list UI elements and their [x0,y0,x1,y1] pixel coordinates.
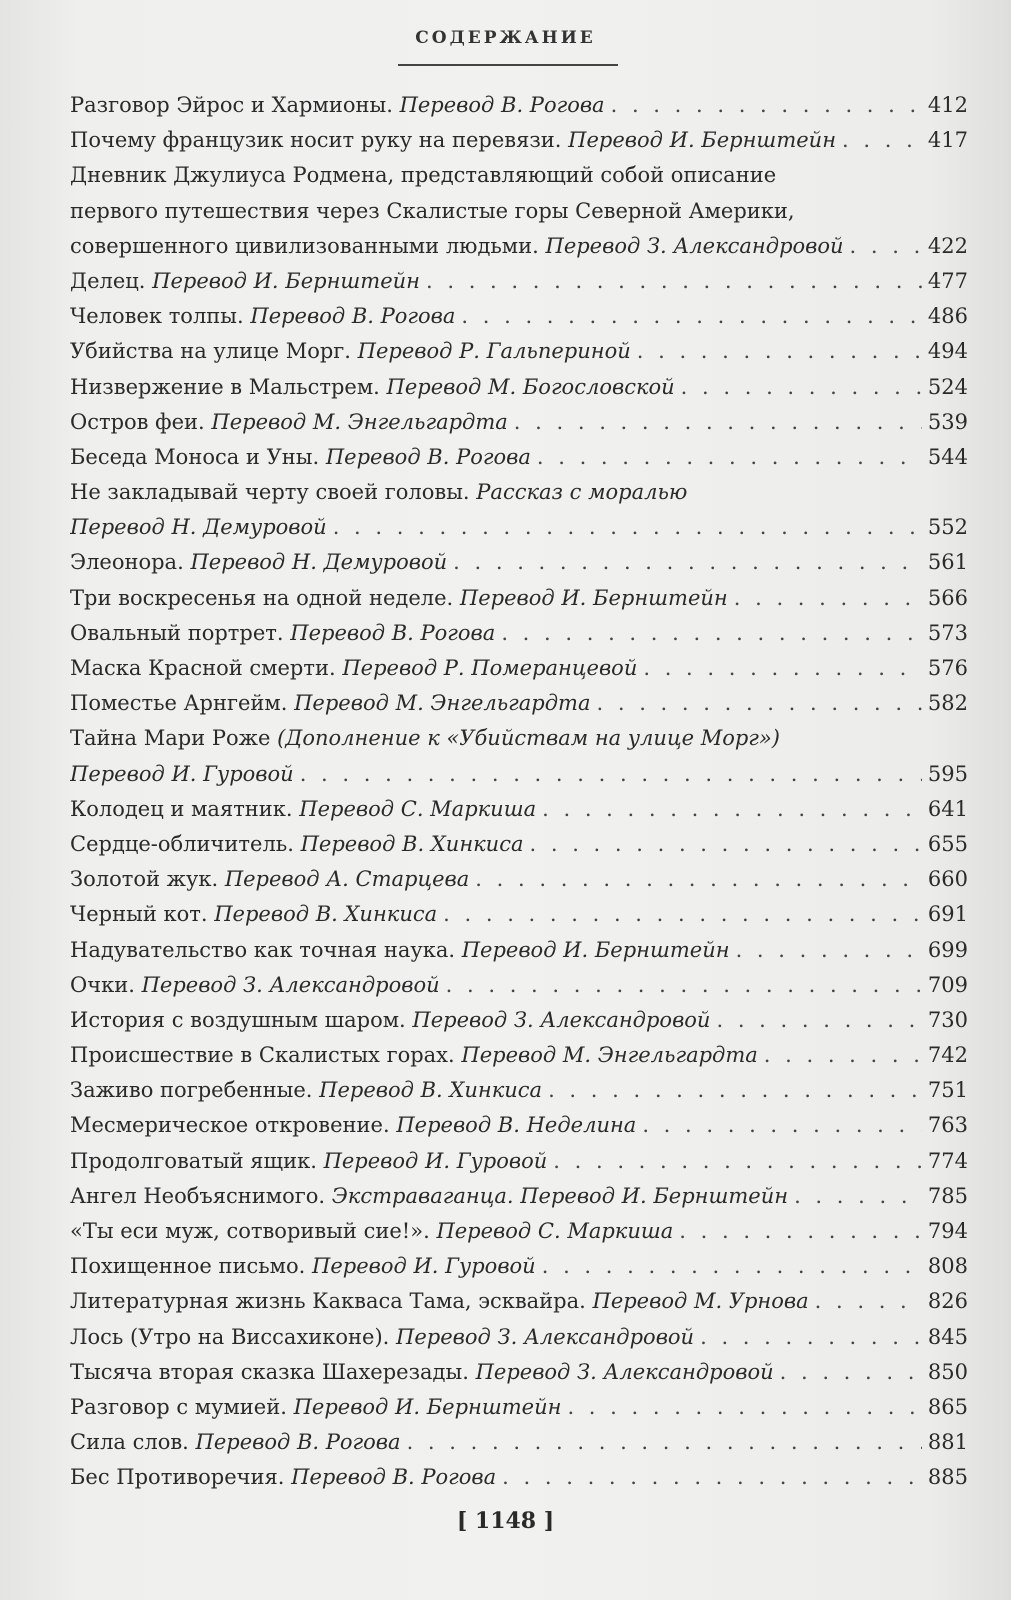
toc-entry-line [70,757,968,792]
toc-entry-title: Колодец и маятник. [70,796,293,821]
toc-entry [70,370,968,405]
toc-entry-line [70,1214,968,1249]
dot-leader [567,1390,921,1425]
toc-entry-title: Черный кот. [70,902,208,927]
toc-entry [70,1038,968,1073]
toc-entry-translator: Перевод М. Энгельгардта [461,1043,758,1068]
toc-entry-title: Не закладывай черту своей головы. [70,480,470,505]
dot-leader [542,792,922,827]
toc-entry-title-group [70,440,531,475]
toc-entry-line [70,933,968,968]
toc-entry-title-group [70,405,508,440]
toc-entry-title-group [70,264,420,299]
toc-entry-title-group [70,827,524,862]
toc-entry-line [70,405,968,440]
toc-entry-line [70,510,968,545]
toc-entry-title-group [70,88,605,123]
toc-entry-page-number: 660 [927,867,968,892]
toc-entry-title: Разговор с мумией. [70,1394,287,1419]
toc-entry-title-line: первого путешествия через Скалистые горы Северной Америки, [70,198,795,223]
toc-entry-page-number: 655 [927,831,968,856]
dot-leader [700,1320,922,1355]
toc-entry [70,1179,968,1214]
toc-entry-translator: Перевод В. Рогова [399,93,605,117]
toc-entry-translator: Перевод И. Гуровой [323,1148,548,1173]
toc-entry-title-group [70,370,675,405]
toc-entry [70,933,968,968]
title-underline [398,64,618,66]
toc-entry-title: Убийства на улице Морг. [70,339,351,364]
toc-entry-page-number: 539 [927,409,968,434]
toc-entry-translator: Перевод В. Хинкиса [300,831,524,856]
toc-entry-translator: Перевод И. Бернштейн [293,1394,562,1419]
toc-entry-title-group [70,933,730,968]
toc-entry-line [70,968,968,1003]
toc-entry-title-group [70,1249,536,1284]
toc-entry-line [70,88,968,123]
toc-entry-line [70,1179,968,1214]
toc-entry-translator: Перевод В. Рогова [195,1430,401,1455]
toc-entry-page-number: 774 [927,1148,968,1173]
page-title: СОДЕРЖАНИЕ [415,28,596,48]
toc-entry-line [70,651,968,686]
toc-entry [70,1214,968,1249]
toc-entry-translator: Перевод И. Бернштейн [461,937,730,962]
toc-entry-translator: Перевод З. Александровой [141,972,440,997]
toc-entry-translator: Перевод В. Рогова [325,444,531,469]
toc-entry-page-number: 576 [927,656,968,680]
toc-entry-line [70,370,968,405]
toc-entry [70,1284,968,1319]
toc-entry [70,1108,968,1143]
dot-leader [643,651,922,686]
toc-entry-line [70,1390,968,1425]
toc-entry [70,968,968,1003]
toc-entry-title-group [70,616,495,651]
toc-entry-page-number: 751 [927,1078,968,1103]
toc-entry-line [70,1073,968,1108]
toc-entry [70,862,968,897]
toc-entry-page-number: 566 [927,585,968,610]
dot-leader [530,827,922,862]
dot-leader [461,299,922,334]
toc-entry-title: Тайна Мари Роже [70,726,271,751]
toc-entry-translator: Перевод З. Александровой [412,1007,711,1032]
toc-entry-title-line [70,475,968,510]
toc-entry-title-group [70,1355,774,1390]
toc-entry-line [70,299,968,334]
toc-entry [70,1460,968,1495]
toc-entry-page-number: 561 [927,550,968,575]
dot-leader [734,581,922,616]
toc-entry-title: Три воскресенья на одной неделе. [70,585,454,610]
toc-entry-translator: Перевод Н. Демуровой [70,515,327,540]
toc-entry [70,686,968,721]
toc-entry-page-number: 477 [927,268,968,293]
toc-entry [70,1320,968,1355]
table-of-contents [70,88,968,1496]
toc-entry-title: Человек толпы. [70,304,244,329]
toc-entry-page-number: 742 [927,1043,968,1068]
toc-entry-title-group [70,1179,788,1214]
toc-entry-title: Похищенное письмо. [70,1254,306,1279]
dot-leader [548,1073,922,1108]
toc-entry-title: Сила слов. [70,1430,189,1455]
dot-leader [501,616,922,651]
toc-entry-translator: Перевод З. Александровой [396,1324,695,1349]
dot-leader [446,968,922,1003]
toc-entry-title-group [70,1214,673,1249]
toc-entry-title-group [70,792,536,827]
toc-entry-title: История с воздушным шаром. [70,1007,406,1032]
toc-entry-title: Сердце-обличитель. [70,831,294,856]
toc-entry-line [70,264,968,299]
dot-leader [537,440,922,475]
toc-entry [70,581,968,616]
toc-entry [70,1390,968,1425]
toc-entry-page-number: 845 [927,1324,968,1349]
dot-leader [681,370,922,405]
toc-entry-translator: Перевод С. Маркиша [299,796,537,821]
toc-entry-translator: Перевод И. Бернштейн [152,268,420,293]
dot-leader [597,686,922,721]
toc-entry-line [70,1003,968,1038]
toc-entry-line [70,229,968,264]
toc-entry-title: Остров феи. [70,409,205,434]
toc-entry-title-group [70,299,455,334]
toc-entry [70,1355,968,1390]
toc-entry [70,264,968,299]
dot-leader [407,1425,922,1460]
toc-entry-page-number: 582 [927,691,968,716]
toc-entry-line [70,686,968,721]
dot-leader [453,545,922,580]
toc-entry-title: Очки. [70,972,135,997]
toc-entry-page-number: 494 [927,339,968,364]
toc-entry-title-group [70,510,327,545]
toc-entry-title-group [70,1320,694,1355]
toc-entry-page-number: 595 [927,761,968,786]
toc-entry [70,440,968,475]
toc-entry-line [70,862,968,897]
toc-entry [70,897,968,932]
toc-entry-title-group [70,334,631,369]
toc-entry-title: Заживо погребенные. [70,1078,313,1103]
toc-entry-title: Происшествие в Скалистых горах. [70,1043,455,1068]
toc-entry-translator: Перевод В. Хинкиса [319,1078,543,1103]
toc-entry-line [70,123,968,158]
toc-entry-title-group [70,862,469,897]
toc-entry [70,545,968,580]
toc-entry-page-number: 699 [927,937,968,962]
toc-entry-title: Золотой жук. [70,867,219,892]
toc-entry-title-group [70,757,294,792]
toc-entry-page-number: 730 [927,1007,968,1032]
dot-leader [333,510,922,545]
toc-entry-translator: Перевод В. Неделина [396,1113,637,1138]
toc-entry-line [70,581,968,616]
toc-entry [70,1073,968,1108]
toc-entry-title-group [70,1425,401,1460]
toc-entry-title: Разговор Эйрос и Хармионы. [70,93,393,117]
toc-entry-title-group [70,1284,809,1319]
toc-entry [70,616,968,651]
toc-entry-title: Беседа Моноса и Уны. [70,444,320,469]
toc-entry-translator: Перевод В. Рогова [250,304,456,329]
toc-entry-title-group [70,1003,710,1038]
toc-entry [70,475,968,545]
toc-entry-title: Почему французик носит руку на перевязи. [70,128,562,153]
toc-entry-translator: Перевод В. Рогова [290,620,496,645]
toc-entry-translator: Перевод Р. Померанцевой [342,656,638,680]
toc-entry-title-group [70,1460,496,1495]
toc-entry-page-number: 763 [927,1113,968,1138]
dot-leader [780,1355,922,1390]
toc-entry-line [70,1108,968,1143]
toc-entry-title-group [70,229,844,264]
toc-entry-translator: Перевод М. Энгельгардта [211,409,508,434]
toc-entry-title-group [70,1144,547,1179]
page-header [0,28,1011,48]
toc-entry [70,1144,968,1179]
toc-entry-page-number: 641 [927,796,968,821]
toc-entry [70,1425,968,1460]
toc-entry-title: Литературная жизнь Какваса Тама, эсквайра. [70,1289,586,1314]
toc-entry [70,158,968,264]
dot-leader [553,1144,922,1179]
toc-entry-title-group [70,651,637,686]
dot-leader [850,229,922,264]
toc-entry [70,88,968,123]
toc-entry-translator: Перевод З. Александровой [545,233,844,258]
toc-entry-title: Поместье Арнгейм. [70,691,288,716]
toc-entry [70,405,968,440]
toc-entry-translator: Перевод М. Энгельгардта [294,691,591,716]
toc-entry-translator: Перевод М. Богословской [386,374,675,399]
dot-leader [716,1003,921,1038]
toc-entry-line [70,1249,968,1284]
toc-entry-title-line [70,721,968,756]
toc-entry-line [70,1320,968,1355]
toc-entry-line [70,1284,968,1319]
dot-leader [642,1108,922,1143]
dot-leader [426,264,922,299]
toc-entry [70,721,968,791]
toc-entry-title: Продолговатый ящик. [70,1148,317,1173]
toc-entry-title-group [70,686,591,721]
toc-entry-title-group [70,581,728,616]
toc-entry-translator: Перевод А. Старцева [224,867,470,892]
toc-entry-title: Низвержение в Мальстрем. [70,374,380,399]
toc-entry-title-group [70,1038,758,1073]
toc-entry-translator: Экстраваганца. Перевод И. Бернштейн [331,1183,789,1208]
toc-entry-line [70,1460,968,1495]
toc-entry [70,299,968,334]
toc-entry-page-number: 691 [927,902,968,927]
toc-entry-title: Овальный портрет. [70,620,284,645]
toc-entry-title: Тысяча вторая сказка Шахерезады. [70,1359,469,1384]
toc-entry-title-group [70,1108,636,1143]
toc-entry-title-group [70,1390,561,1425]
toc-entry-page-number: 486 [927,304,968,329]
toc-entry [70,1003,968,1038]
toc-entry-translator: Перевод И. Гуровой [70,761,294,786]
toc-entry-translator: Перевод З. Александровой [475,1359,774,1384]
toc-entry-translator: Перевод И. Бернштейн [459,585,728,610]
toc-entry-page-number: 850 [927,1359,968,1384]
toc-entry-page-number: 794 [927,1219,968,1243]
toc-entry-title-group [70,968,440,1003]
dot-leader [842,123,922,158]
toc-entry-page-number: 785 [927,1183,968,1208]
toc-entry-title: Месмерическое откровение. [70,1113,390,1138]
toc-entry-title: совершенного цивилизованными людьми. [70,233,539,258]
toc-entry-translator: Перевод Р. Гальпериной [357,339,631,364]
toc-entry-title: Элеонора. [70,550,184,575]
toc-entry [70,827,968,862]
toc-entry-line [70,334,968,369]
toc-entry [70,123,968,158]
toc-entry-line [70,545,968,580]
toc-entry-page-number: 573 [927,620,968,645]
toc-entry-title: Маска Красной смерти. [70,656,336,680]
toc-entry-page-number: 885 [927,1465,968,1490]
toc-entry-page-number: 422 [927,233,968,258]
toc-entry-line [70,1355,968,1390]
dot-leader [443,897,922,932]
toc-entry-line [70,827,968,862]
toc-entry-translator: Перевод И. Бернштейн [568,128,837,153]
toc-entry-translator: Перевод В. Рогова [291,1465,497,1490]
toc-entry-title: «Ты еси муж, сотворивый сие!». [70,1219,430,1243]
toc-entry-title-group [70,897,437,932]
toc-entry-title-group [70,1073,542,1108]
dot-leader [679,1214,922,1249]
dot-leader [815,1284,922,1319]
dot-leader [300,757,922,792]
toc-entry-line [70,1425,968,1460]
toc-entry-page-number: 412 [927,93,968,117]
toc-entry-translator: Перевод М. Урнова [592,1289,809,1314]
toc-entry-title: Лось (Утро на Виссахиконе). [70,1324,390,1349]
dot-leader [794,1179,922,1214]
toc-entry-page-number: 524 [927,374,968,399]
dot-leader [514,405,922,440]
toc-entry-title-group [70,545,447,580]
toc-entry-page-number: 881 [927,1430,968,1455]
toc-entry-translator: Перевод С. Маркиша [436,1219,674,1243]
dot-leader [764,1038,922,1073]
toc-entry-line [70,440,968,475]
toc-entry-page-number: 826 [927,1289,968,1314]
toc-entry-page-number: 709 [927,972,968,997]
toc-entry-title: Надувательство как точная наука. [70,937,456,962]
dot-leader [736,933,922,968]
dot-leader [542,1249,922,1284]
toc-entry-title-line: Дневник Джулиуса Родмена, представляющий собой описание [70,163,777,188]
toc-entry-title: Ангел Необъяснимого. [70,1183,326,1208]
toc-entry-translator: Перевод В. Хинкиса [214,902,438,927]
dot-leader [611,88,922,123]
toc-entry-page-number: 552 [927,515,968,540]
toc-entry-title-group [70,123,836,158]
toc-entry-line [70,897,968,932]
dot-leader [502,1460,922,1495]
toc-entry-title: Делец. [70,268,146,293]
toc-entry-line [70,1144,968,1179]
toc-entry-line [70,616,968,651]
toc-entry-line [70,792,968,827]
toc-entry-page-number: 865 [927,1394,968,1419]
toc-entry-subtitle: (Дополнение к «Убийствам на улице Морг») [277,726,780,751]
dot-leader [475,862,922,897]
toc-entry [70,651,968,686]
toc-entry-translator: Перевод И. Гуровой [312,1254,536,1279]
toc-entry-line [70,1038,968,1073]
dot-leader [637,334,922,369]
toc-entry [70,792,968,827]
toc-entry [70,334,968,369]
toc-entry-page-number: 808 [927,1254,968,1279]
toc-entry-page-number: 544 [927,444,968,469]
toc-entry-translator: Перевод Н. Демуровой [190,550,448,575]
toc-entry-title: Бес Противоречия. [70,1465,285,1490]
toc-entry-subtitle: Рассказ с моралью [476,480,688,505]
page-number: [ 1148 ] [456,1508,555,1534]
toc-entry-page-number: 417 [927,128,968,153]
toc-entry [70,1249,968,1284]
